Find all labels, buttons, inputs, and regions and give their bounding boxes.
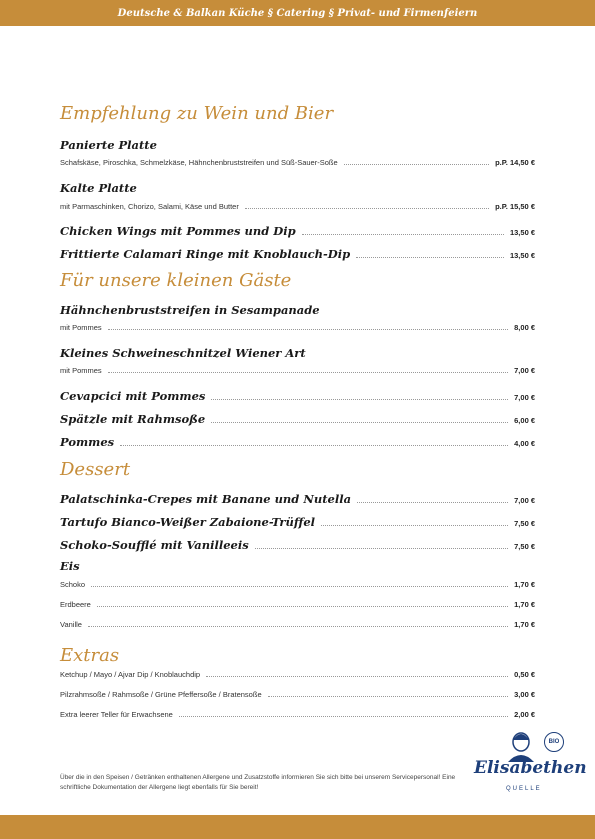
row-crepes (60, 492, 535, 506)
dish-souffle: Schoko-Soufflé mit Vanilleeis (60, 538, 249, 552)
row-sossen (60, 690, 535, 699)
price-spaetzle: 6,00 € (514, 416, 535, 425)
dotted-leader (120, 444, 508, 446)
price-sossen: 3,00 € (514, 690, 535, 699)
price-cevapcici: 7,00 € (514, 393, 535, 402)
row-cevapcici (60, 389, 535, 403)
price-pommes: 4,00 € (514, 439, 535, 448)
price-teller: 2,00 € (514, 710, 535, 719)
header-text: Deutsche & Balkan Küche § Catering § Privat- und Firmenfeiern (117, 7, 478, 19)
dish-spaetzle: Spätzle mit Rahmsoße (60, 412, 206, 426)
dotted-leader (356, 256, 504, 258)
desc-teller: Extra leerer Teller für Erwachsene (60, 710, 173, 719)
row-tartufo (60, 515, 535, 529)
dotted-leader (357, 501, 508, 503)
row-eis-schoko (60, 580, 535, 589)
price-eis-vanille: 1,70 € (514, 620, 535, 629)
dotted-leader (108, 328, 508, 330)
dotted-leader (321, 524, 508, 526)
section-title-wein: Empfehlung zu Wein und Bier (60, 103, 334, 124)
price-calamari: 13,50 € (509, 251, 535, 260)
dish-eis: Eis (60, 559, 80, 573)
logo-subtitle: QUELLE (506, 786, 542, 792)
row-souffle (60, 538, 535, 552)
dish-haehnchen: Hähnchenbruststreifen in Sesampanade (60, 303, 320, 317)
desc-sossen: Pilzrahmsoße / Rahmsoße / Grüne Pfeffersoße / Bratensoße (60, 690, 262, 699)
dotted-leader (268, 695, 509, 697)
dotted-leader (91, 585, 508, 587)
dotted-leader (211, 398, 508, 400)
dotted-leader (179, 715, 508, 717)
row-haehnchen (60, 323, 535, 332)
dish-panierte-platte: Panierte Platte (60, 138, 157, 152)
price-haehnchen: 8,00 € (514, 323, 535, 332)
price-panierte-platte: p.P. 14,50 € (495, 158, 535, 167)
dotted-leader (245, 207, 489, 209)
bio-badge: BIO (544, 732, 564, 752)
price-kalte-platte: p.P. 15,50 € (495, 202, 535, 211)
desc-schnitzel: mit Pommes (60, 366, 102, 375)
row-eis-vanille (60, 620, 535, 629)
price-schnitzel: 7,00 € (514, 366, 535, 375)
dish-calamari: Frittierte Calamari Ringe mit Knoblauch-Dip (60, 247, 351, 261)
dotted-leader (97, 605, 508, 607)
price-eis-erdbeere: 1,70 € (514, 600, 535, 609)
row-panierte-platte (60, 158, 535, 167)
allergen-note: Über die in den Speisen / Getränken enthaltenen Allergene und Zusatzstoffe informieren Sie sich bitte bei unserem Servicepersonal! Eine schriftliche Dokumentation der Allergene liegt ebenfalls für Sie bereit! (60, 774, 456, 791)
header-bar (0, 0, 595, 26)
row-dips (60, 670, 535, 679)
footer-bar (0, 815, 595, 839)
dish-tartufo: Tartufo Bianco-Weißer Zabaione-Trüffel (60, 515, 316, 529)
row-spaetzle (60, 412, 535, 426)
section-title-dessert: Dessert (60, 459, 131, 480)
elisabethen-logo (474, 730, 587, 802)
dish-schnitzel: Kleines Schweineschnitzel Wiener Art (60, 346, 306, 360)
section-title-extras: Extras (60, 645, 120, 666)
dish-crepes: Palatschinka-Crepes mit Banane und Nutella (60, 492, 352, 506)
row-calamari (60, 247, 535, 261)
dish-cevapcici: Cevapcici mit Pommes (60, 389, 206, 403)
row-teller (60, 710, 535, 719)
dish-pommes: Pommes (60, 435, 115, 449)
price-souffle: 7,50 € (514, 542, 535, 551)
section-title-kinder: Für unsere kleinen Gäste (60, 270, 292, 291)
row-chicken-wings (60, 224, 535, 238)
desc-panierte-platte: Schafskäse, Piroschka, Schmelzkäse, Hähnchenbruststreifen und Süß-Sauer-Soße (60, 158, 338, 167)
desc-eis-vanille: Vanille (60, 620, 82, 629)
desc-kalte-platte: mit Parmaschinken, Chorizo, Salami, Käse und Butter (60, 202, 239, 211)
price-tartufo: 7,50 € (514, 519, 535, 528)
dotted-leader (206, 675, 508, 677)
dotted-leader (211, 421, 508, 423)
dish-chicken-wings: Chicken Wings mit Pommes und Dip (60, 224, 296, 238)
dish-kalte-platte: Kalte Platte (60, 181, 137, 195)
desc-dips: Ketchup / Mayo / Ajvar Dip / Knoblauchdip (60, 670, 201, 679)
dotted-leader (88, 625, 508, 627)
desc-haehnchen: mit Pommes (60, 323, 102, 332)
dotted-leader (255, 547, 508, 549)
row-eis-erdbeere (60, 600, 535, 609)
row-pommes (60, 435, 535, 449)
desc-eis-erdbeere: Erdbeere (60, 600, 91, 609)
price-dips: 0,50 € (514, 670, 535, 679)
price-crepes: 7,00 € (514, 496, 535, 505)
row-kalte-platte (60, 202, 535, 211)
price-eis-schoko: 1,70 € (514, 580, 535, 589)
dotted-leader (302, 233, 504, 235)
dotted-leader (108, 371, 508, 373)
price-chicken-wings: 13,50 € (509, 228, 535, 237)
dotted-leader (344, 163, 489, 165)
logo-name: Elisabethen (474, 758, 587, 778)
row-schnitzel (60, 366, 535, 375)
desc-eis-schoko: Schoko (60, 580, 86, 589)
